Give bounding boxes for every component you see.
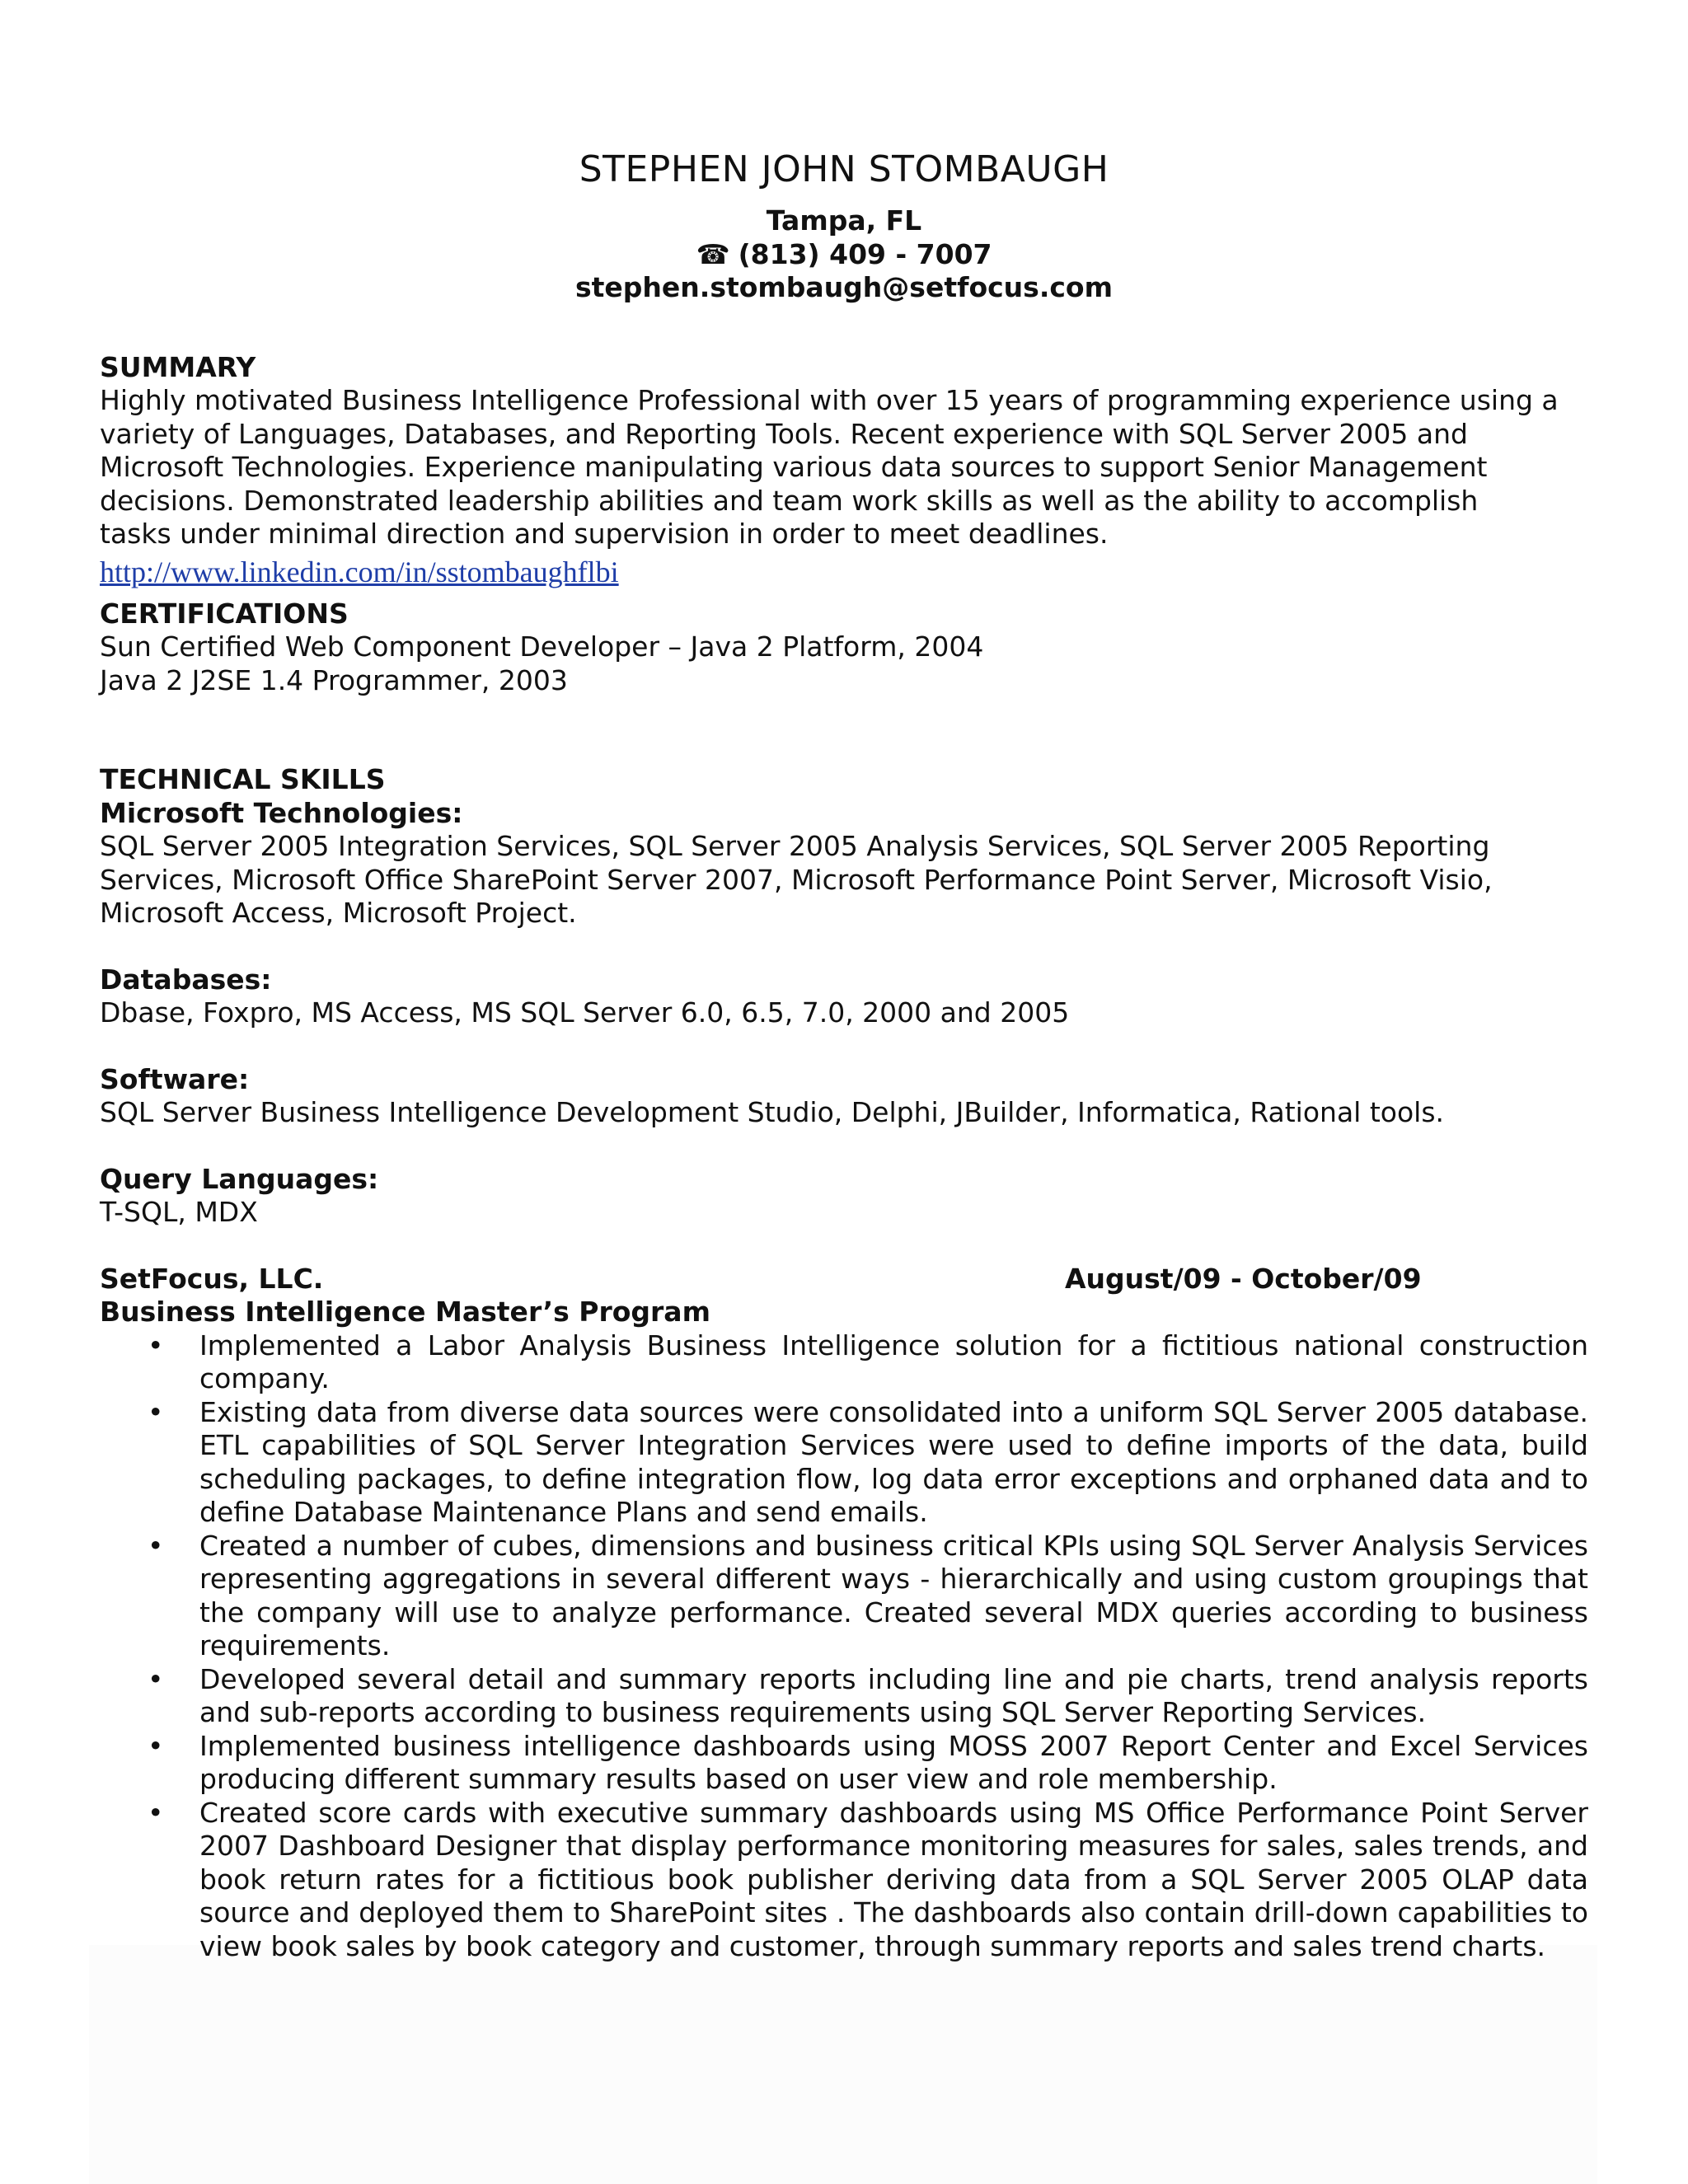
list-item: • Created score cards with executive summary dashboards using MS Office Performance Point Server 2007 Dashboard Designer that display performance monitoring measures for sales, sales trends, and book return rates for a fictitious book publisher deriving data from a SQL Server 2005 OLAP data source and deployed them to SharePoint sites . The dashboards also contain drill-down capabilities to view book sales by book category and customer, through summary reports and sales trend charts. — [100, 1797, 1588, 1964]
phone-line — [100, 238, 1588, 272]
microsoft-line: Microsoft Access, Microsoft Project. — [100, 897, 577, 929]
query-languages-text: T-SQL, MDX — [100, 1196, 258, 1228]
resume-content — [100, 145, 1588, 1963]
experience-bullets — [100, 1329, 1588, 1964]
software-label: Software: — [100, 1062, 250, 1095]
summary-line: tasks under minimal direction and supervision in order to meet deadlines. — [100, 518, 1109, 550]
program-title: Business Intelligence Master’s Program — [100, 1296, 710, 1328]
company-name: SetFocus, LLC. — [100, 1262, 324, 1295]
list-item: • Implemented business intelligence dashboards using MOSS 2007 Report Center and Excel Services producing different summary results based on user view and role membership. — [100, 1730, 1588, 1797]
experience-section — [100, 1263, 1588, 1964]
certification-item: Java 2 J2SE 1.4 Programmer, 2003 — [100, 663, 568, 696]
certifications-title: CERTIFICATIONS — [100, 597, 349, 630]
microsoft-line: SQL Server 2005 Integration Services, SQL Server 2005 Analysis Services, SQL Server 2005 Reporting — [100, 830, 1490, 862]
list-item: • Developed several detail and summary reports including line and pie charts, trend analysis reports and sub-reports according to business requirements using SQL Server Reporting Services. — [100, 1663, 1588, 1730]
software-text: SQL Server Business Intelligence Development Studio, Delphi, JBuilder, Informatica, Rational tools. — [100, 1096, 1445, 1128]
list-item: • Existing data from diverse data sources were consolidated into a uniform SQL Server 2005 database. ETL capabilities of SQL Server Integration Services were used to define imports of the data, build scheduling packages, to define integration flow, log data error exceptions and orphaned data and to define Database Maintenance Plans and send emails. — [100, 1396, 1588, 1530]
certifications-section — [100, 598, 1588, 698]
location: Tampa, FL — [766, 204, 922, 237]
summary-line: Microsoft Technologies. Experience manipulating various data sources to support Senior Management — [100, 451, 1488, 483]
email[interactable]: stephen.stombaugh@setfocus.com — [575, 271, 1113, 303]
summary-line: decisions. Demonstrated leadership abilities and team work skills as well as the ability to accomplish — [100, 484, 1479, 517]
job-header — [100, 1263, 1588, 1296]
skills-section — [100, 763, 1588, 1230]
phone-number: (813) 409 - 7007 — [738, 237, 992, 270]
list-item: • Implemented a Labor Analysis Business Intelligence solution for a fictitious national construction company. — [100, 1329, 1588, 1396]
microsoft-label: Microsoft Technologies: — [100, 796, 463, 829]
summary-title: SUMMARY — [100, 350, 256, 383]
page-shading — [89, 1945, 1597, 2184]
summary-section — [100, 351, 1588, 591]
linkedin-link[interactable]: http://www.linkedin.com/in/sstombaughflbi — [100, 555, 619, 588]
skills-title: TECHNICAL SKILLS — [100, 763, 386, 795]
candidate-name: STEPHEN JOHN STOMBAUGH — [579, 148, 1109, 190]
job-dates: August/09 - October/09 — [1065, 1262, 1422, 1295]
query-languages-label: Query Languages: — [100, 1162, 379, 1195]
databases-text: Dbase, Foxpro, MS Access, MS SQL Server 6.0, 6.5, 7.0, 2000 and 2005 — [100, 996, 1070, 1029]
certification-item: Sun Certified Web Component Developer – Java 2 Platform, 2004 — [100, 630, 984, 663]
databases-label: Databases: — [100, 963, 272, 996]
phone-icon: ☎ — [696, 237, 730, 270]
summary-line: variety of Languages, Databases, and Reporting Tools. Recent experience with SQL Server 2005 and — [100, 417, 1468, 450]
resume-header — [100, 145, 1588, 305]
list-item: • Created a number of cubes, dimensions and business critical KPIs using SQL Server Analysis Services representing aggregations in several different ways - hierarchically and using custom groupings that the company will use to analyze performance. Created several MDX queries according to business requirements. — [100, 1530, 1588, 1663]
summary-line: Highly motivated Business Intelligence Professional with over 15 years of programming experience using a — [100, 384, 1559, 416]
microsoft-line: Services, Microsoft Office SharePoint Server 2007, Microsoft Performance Point Server, Microsoft Visio, — [100, 863, 1493, 896]
